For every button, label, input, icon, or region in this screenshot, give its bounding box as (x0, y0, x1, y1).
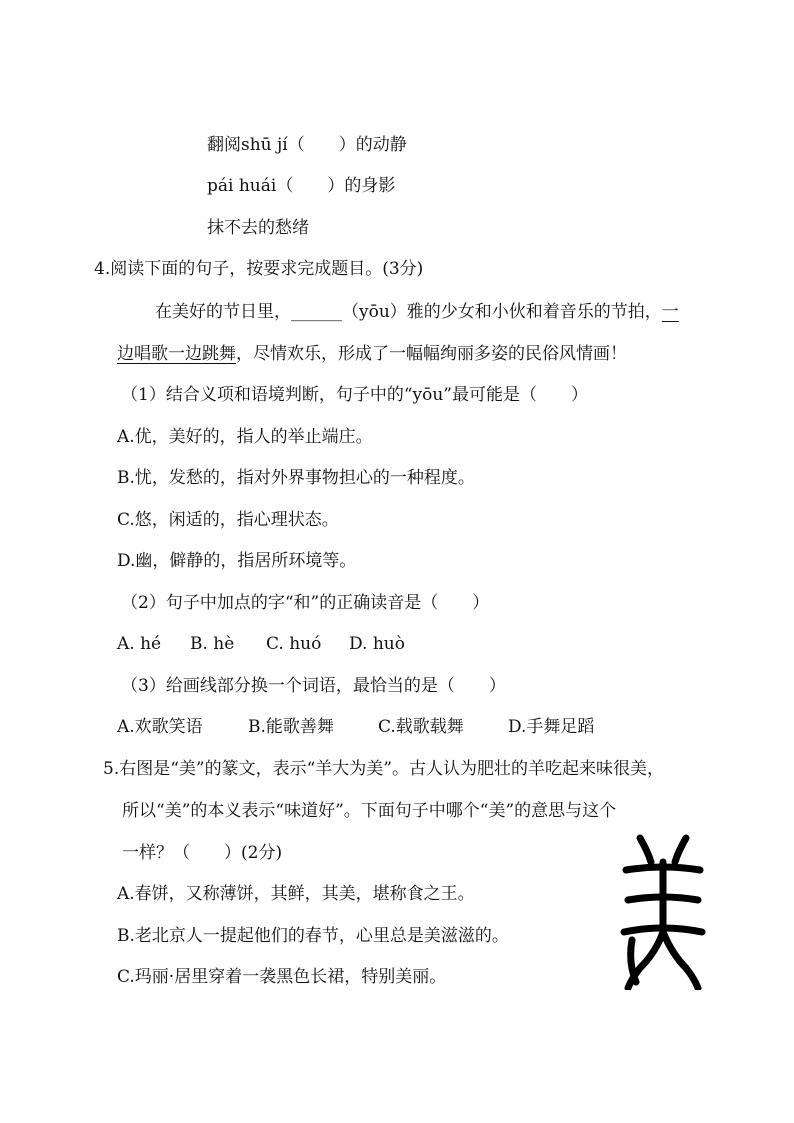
q5-line-3: 一样？（ ）(2分) (122, 843, 283, 863)
q4-sub1-option-c: C.悠，闲适的，指心理状态。 (117, 510, 339, 530)
q4-sub3-option-a: A.欢歌笑语 (117, 717, 203, 737)
q4-sub2: （2）句子中加点的字“和”的正确读音是（ ） (121, 593, 490, 613)
q4-sub3-option-b: B.能歌善舞 (248, 717, 334, 737)
item-line-3: 抹不去的愁绪 (207, 218, 309, 238)
q4-sentence-part-d: ，尽情欢乐，形成了一幅幅绚丽多姿的民俗风情画！ (236, 344, 627, 364)
q4-sub1: （1）结合义项和语境判断，句子中的“yōu”最可能是（ ） (121, 385, 588, 405)
q4-sub2-option-a: A. hé (117, 634, 162, 654)
q4-sub2-option-c: C. huó (266, 634, 322, 654)
q4-sub2-option-b: B. hè (190, 634, 235, 654)
q4-underlined-phrase: 边唱歌一边跳舞 (117, 344, 236, 364)
q4-sub1-option-a: A.优，美好的，指人的举止端庄。 (117, 427, 373, 447)
q4-sub3-option-c: C.载歌载舞 (378, 717, 464, 737)
q4-sentence-part-a: 在美好的节日里，______（yōu）雅的少女和小伙和着音乐的节拍， (155, 302, 662, 322)
q5-line-2: 所以“美”的本义表示“味道好”。下面句子中哪个“美”的意思与这个 (122, 801, 617, 821)
q4-sub3-option-d: D.手舞足蹈 (508, 717, 595, 737)
item-line-2: pái huái（ ）的身影 (207, 176, 396, 196)
q4-sentence (155, 301, 679, 323)
q4-sub1-option-b: B.忧，发愁的，指对外界事物担心的一种程度。 (117, 468, 475, 488)
seal-script-mei-icon (618, 832, 708, 990)
q5-option-b: B.老北京人一提起他们的春节，心里总是美滋滋的。 (117, 926, 509, 946)
q4-sub1-option-d: D.幽，僻静的，指居所环境等。 (117, 551, 357, 571)
q4-sentence-part-b: 一 (661, 302, 679, 322)
q5-option-a: A.春饼，又称薄饼，其鲜，其美，堪称食之王。 (117, 884, 475, 904)
item-line-1: 翻阅shū jí（ ）的动静 (207, 135, 407, 155)
q5-line-1: 5.右图是“美”的篆文，表示“羊大为美”。古人认为肥壮的羊吃起来味很美， (103, 759, 664, 779)
q5-option-c: C.玛丽·居里穿着一袭黑色长裙，特别美丽。 (117, 967, 447, 987)
q4-title: 4.阅读下面的句子，按要求完成题目。(3分) (94, 259, 424, 279)
q4-sub2-option-d: D. huò (349, 634, 405, 654)
q4-sub3: （3）给画线部分换一个词语，最恰当的是（ ） (121, 676, 506, 696)
q4-sentence-cont (117, 343, 627, 365)
